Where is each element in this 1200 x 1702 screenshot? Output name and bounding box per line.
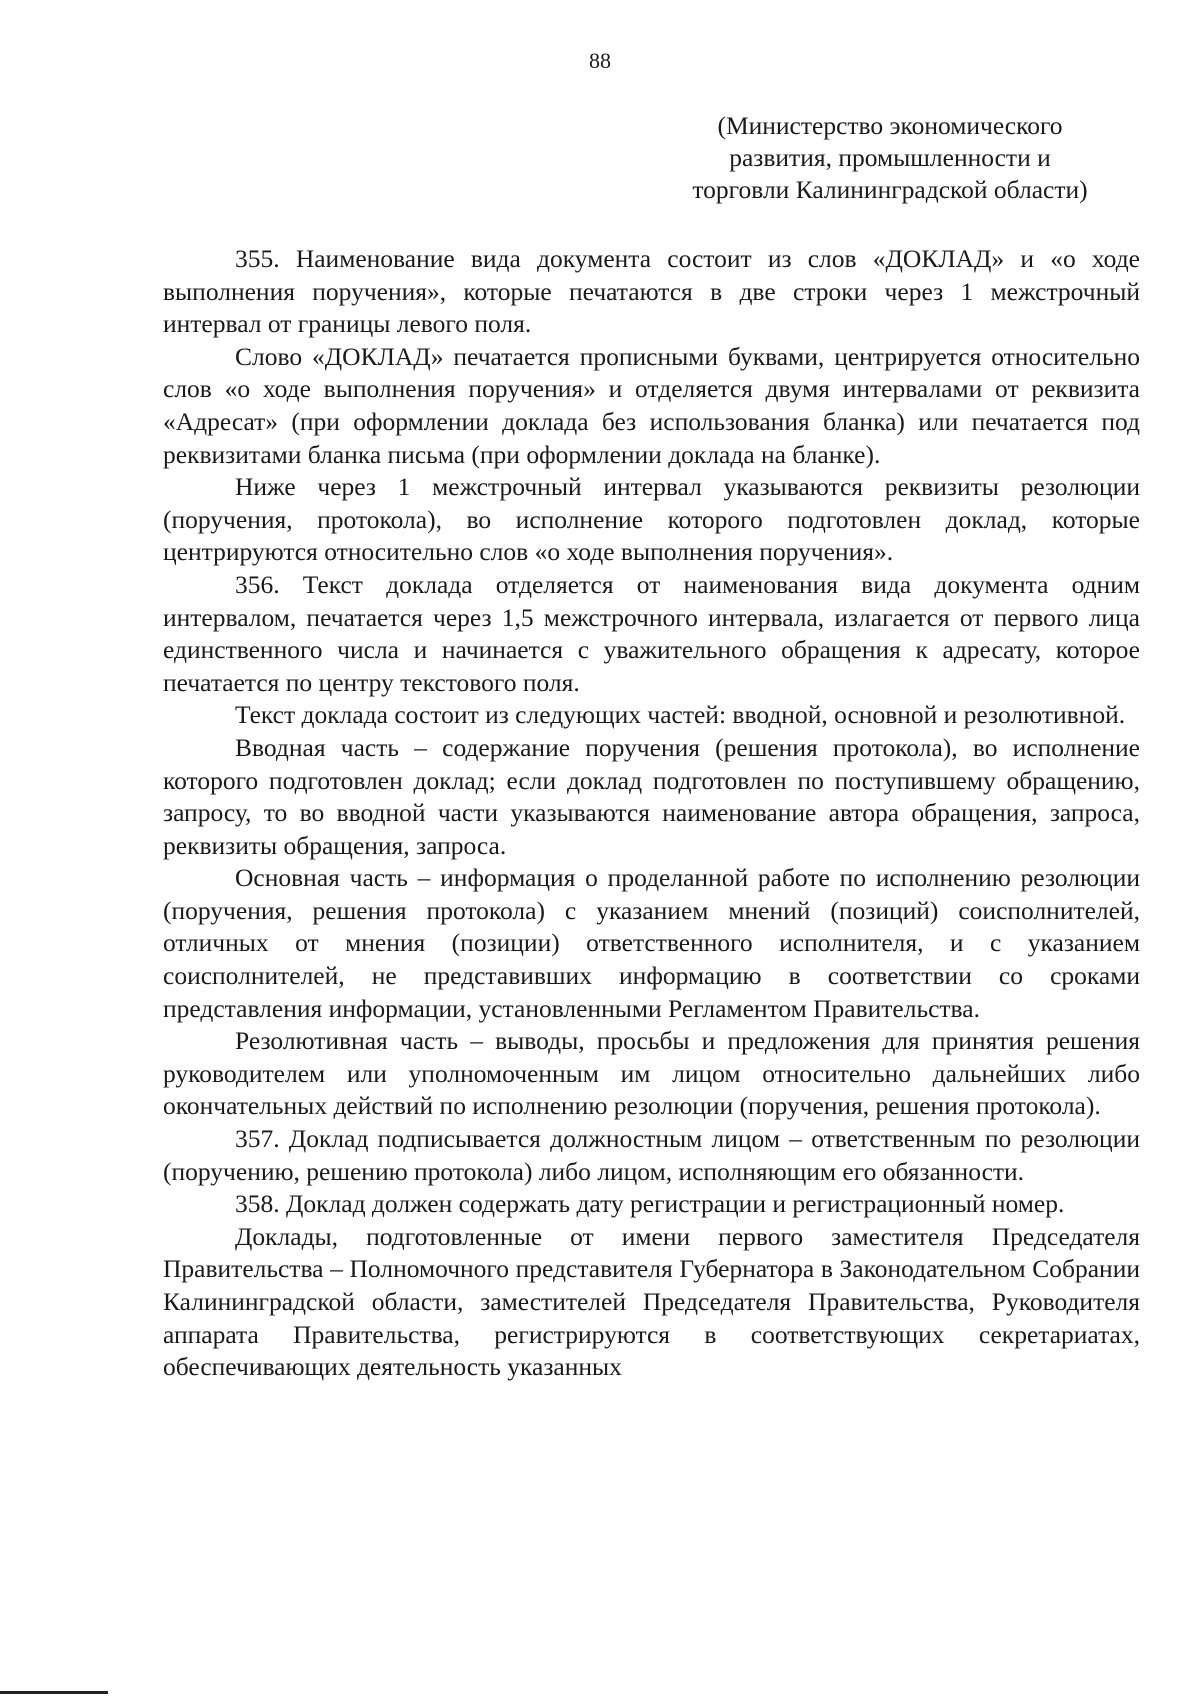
paragraph-356: 356. Текст доклада отделяется от наименования вида документа одним интервалом, печатается через 1,5 межстрочного интервала, излагается от первого лица единственного числа и начинается с уважительного обращения к адресату, которое печатается по центру текстового поля. — [163, 569, 1140, 697]
paragraph: Ниже через 1 межстрочный интервал указываются реквизиты резолюции (поручения, протокола), во исполнение которого подготовлен доклад, которые центрируются относительно слов «о ходе выполнения поручения». — [163, 472, 1140, 567]
paragraph-355: 355. Наименование вида документа состоит из слов «ДОКЛАД» и «о ходе выполнения поручения», которые печатаются в две строки через 1 межстрочный интервал от границы левого поля. — [163, 244, 1140, 339]
paragraph: Вводная часть – содержание поручения (решения протокола), во исполнение которого подготовлен доклад; если доклад подготовлен по поступившему обращению, запросу, то во вводной части указываются наименование автора обращения, запроса, реквизиты обращения, запроса. — [163, 732, 1140, 860]
paragraph: Текст доклада состоит из следующих частей: вводной, основной и резолютивной. — [235, 700, 1126, 730]
page-number: 88 — [589, 48, 611, 73]
source-note-line: (Министерство экономического — [717, 111, 1063, 140]
source-note-line: торговли Калининградской области) — [692, 175, 1088, 204]
paragraph: Слово «ДОКЛАД» печатается прописными буквами, центрируется относительно слов «о ходе выполнения поручения» и отделяется двумя интервалами от реквизита «Адресат» (при оформлении доклада без использования бланка) или печатается под реквизитами бланка письма (при оформлении доклада на бланке). — [163, 341, 1140, 469]
footer-rule — [0, 1691, 108, 1694]
paragraph: Доклады, подготовленные от имени первого заместителя Председателя Правительства – Полномочного представителя Губернатора в Законодательном Собрании Калининградской области, заместителей Председателя Правительства, Руководителя аппарата Правительства, регистрируются в соответствующих секретариатах, обеспечивающих деятельность указанных — [163, 1221, 1140, 1382]
paragraph-358: 358. Доклад должен содержать дату регистрации и регистрационный номер. — [235, 1189, 1065, 1219]
paragraph: Резолютивная часть – выводы, просьбы и предложения для принятия решения руководителем или уполномоченным им лицом относительно дальнейших либо окончательных действий по исполнению резолюции (поручения, решения протокола). — [163, 1026, 1140, 1121]
paragraph-357: 357. Доклад подписывается должностным лицом – ответственным по резолюции (поручению, решению протокола) либо лицом, исполняющим его обязанности. — [163, 1124, 1140, 1186]
source-note — [620, 110, 1160, 206]
source-note-line: развития, промышленности и — [729, 143, 1051, 172]
body-text — [163, 243, 1140, 1384]
paragraph: Основная часть – информация о проделанной работе по исполнению резолюции (поручения, решения протокола) с указанием мнений (позиций) соисполнителей, отличных от мнения (позиции) ответственного исполнителя, и с указанием соисполнителей, не представивших информацию в соответствии со сроками представления информации, установленными Регламентом Правительства. — [163, 863, 1140, 1023]
